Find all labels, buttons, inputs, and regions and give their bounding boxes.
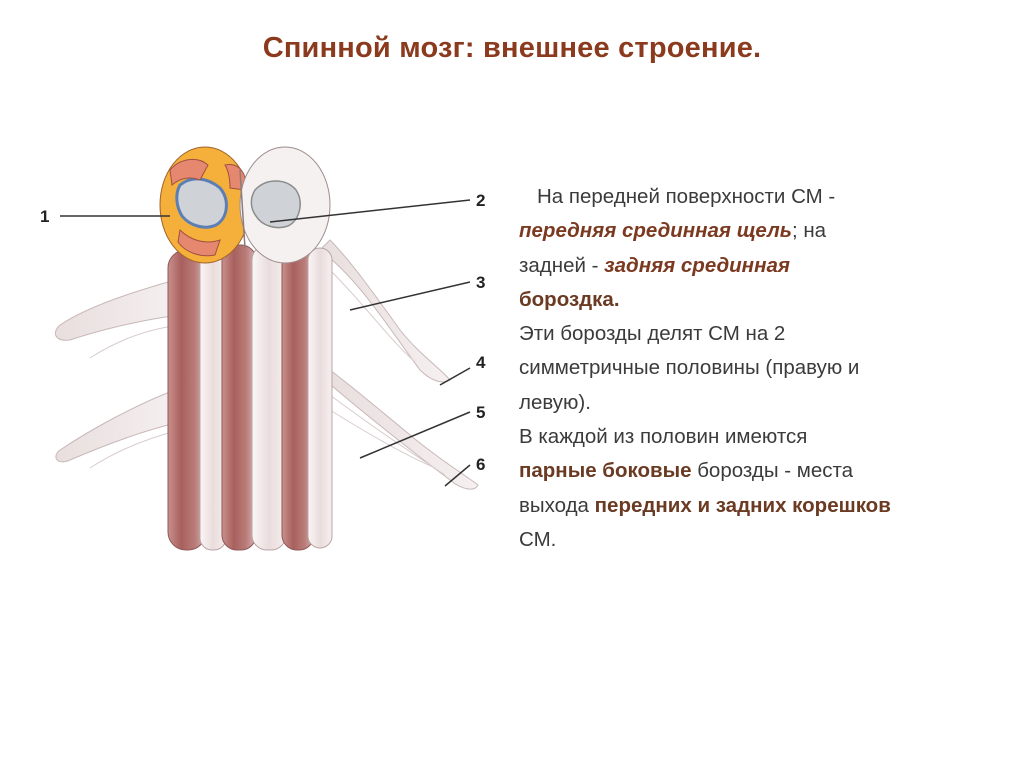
callout-1: 1 (40, 207, 50, 226)
callout-5: 5 (476, 403, 486, 422)
text-p3-f: СМ. (519, 527, 557, 551)
paragraph-3-line-1 (519, 420, 999, 454)
callout-2: 2 (476, 191, 486, 210)
cross-section-right (240, 147, 330, 263)
spinal-cord-illustration (30, 130, 510, 570)
text-p2-a: Эти борозды делят СМ на 2 (519, 322, 786, 346)
text-p2-c: левую). (519, 390, 591, 414)
paragraph-2-line-1 (519, 317, 999, 351)
paragraph-1-line-1 (519, 180, 999, 214)
paragraph-3-line-3 (519, 489, 999, 523)
text-p2-b: симметричные половины (правую и (519, 356, 860, 380)
left-nerve-roots (55, 280, 180, 468)
term-roots: передних и задних корешков (594, 493, 891, 517)
paragraph-3-line-2 (519, 454, 999, 488)
text-p1-d: задней - (519, 253, 605, 277)
paragraph-3-line-4 (519, 523, 999, 557)
term-posterior-sulcus: задняя срединная (604, 253, 790, 277)
text-p1-c: ; на (791, 219, 827, 243)
term-sulcus-end: бороздка. (519, 287, 620, 311)
text-p3-c: борозды - места (691, 459, 854, 483)
callout-6: 6 (476, 455, 486, 474)
term-anterior-fissure: передняя срединная щель (519, 219, 792, 243)
term-lateral-sulci: парные боковые (519, 459, 692, 483)
description-text (519, 180, 999, 557)
paragraph-1-line-3 (519, 249, 999, 283)
paragraph-2-line-3 (519, 386, 999, 420)
spinal-cord-svg (30, 130, 510, 570)
text-p3-d: выхода (519, 493, 595, 517)
callout-3: 3 (476, 273, 486, 292)
callout-4: 4 (476, 353, 486, 372)
text-p1-a: На передней поверхности СМ - (537, 185, 836, 208)
paragraph-2-line-2 (519, 351, 999, 385)
paragraph-1-line-2 (519, 214, 999, 248)
text-p3-a: В каждой из половин имеются (519, 425, 808, 449)
right-nerve-roots (320, 240, 478, 489)
slide-title: Спинной мозг: внешнее строение. (262, 32, 762, 64)
paragraph-1-line-4 (519, 283, 999, 317)
cord-columns (168, 245, 332, 550)
cross-section-left (160, 147, 250, 263)
